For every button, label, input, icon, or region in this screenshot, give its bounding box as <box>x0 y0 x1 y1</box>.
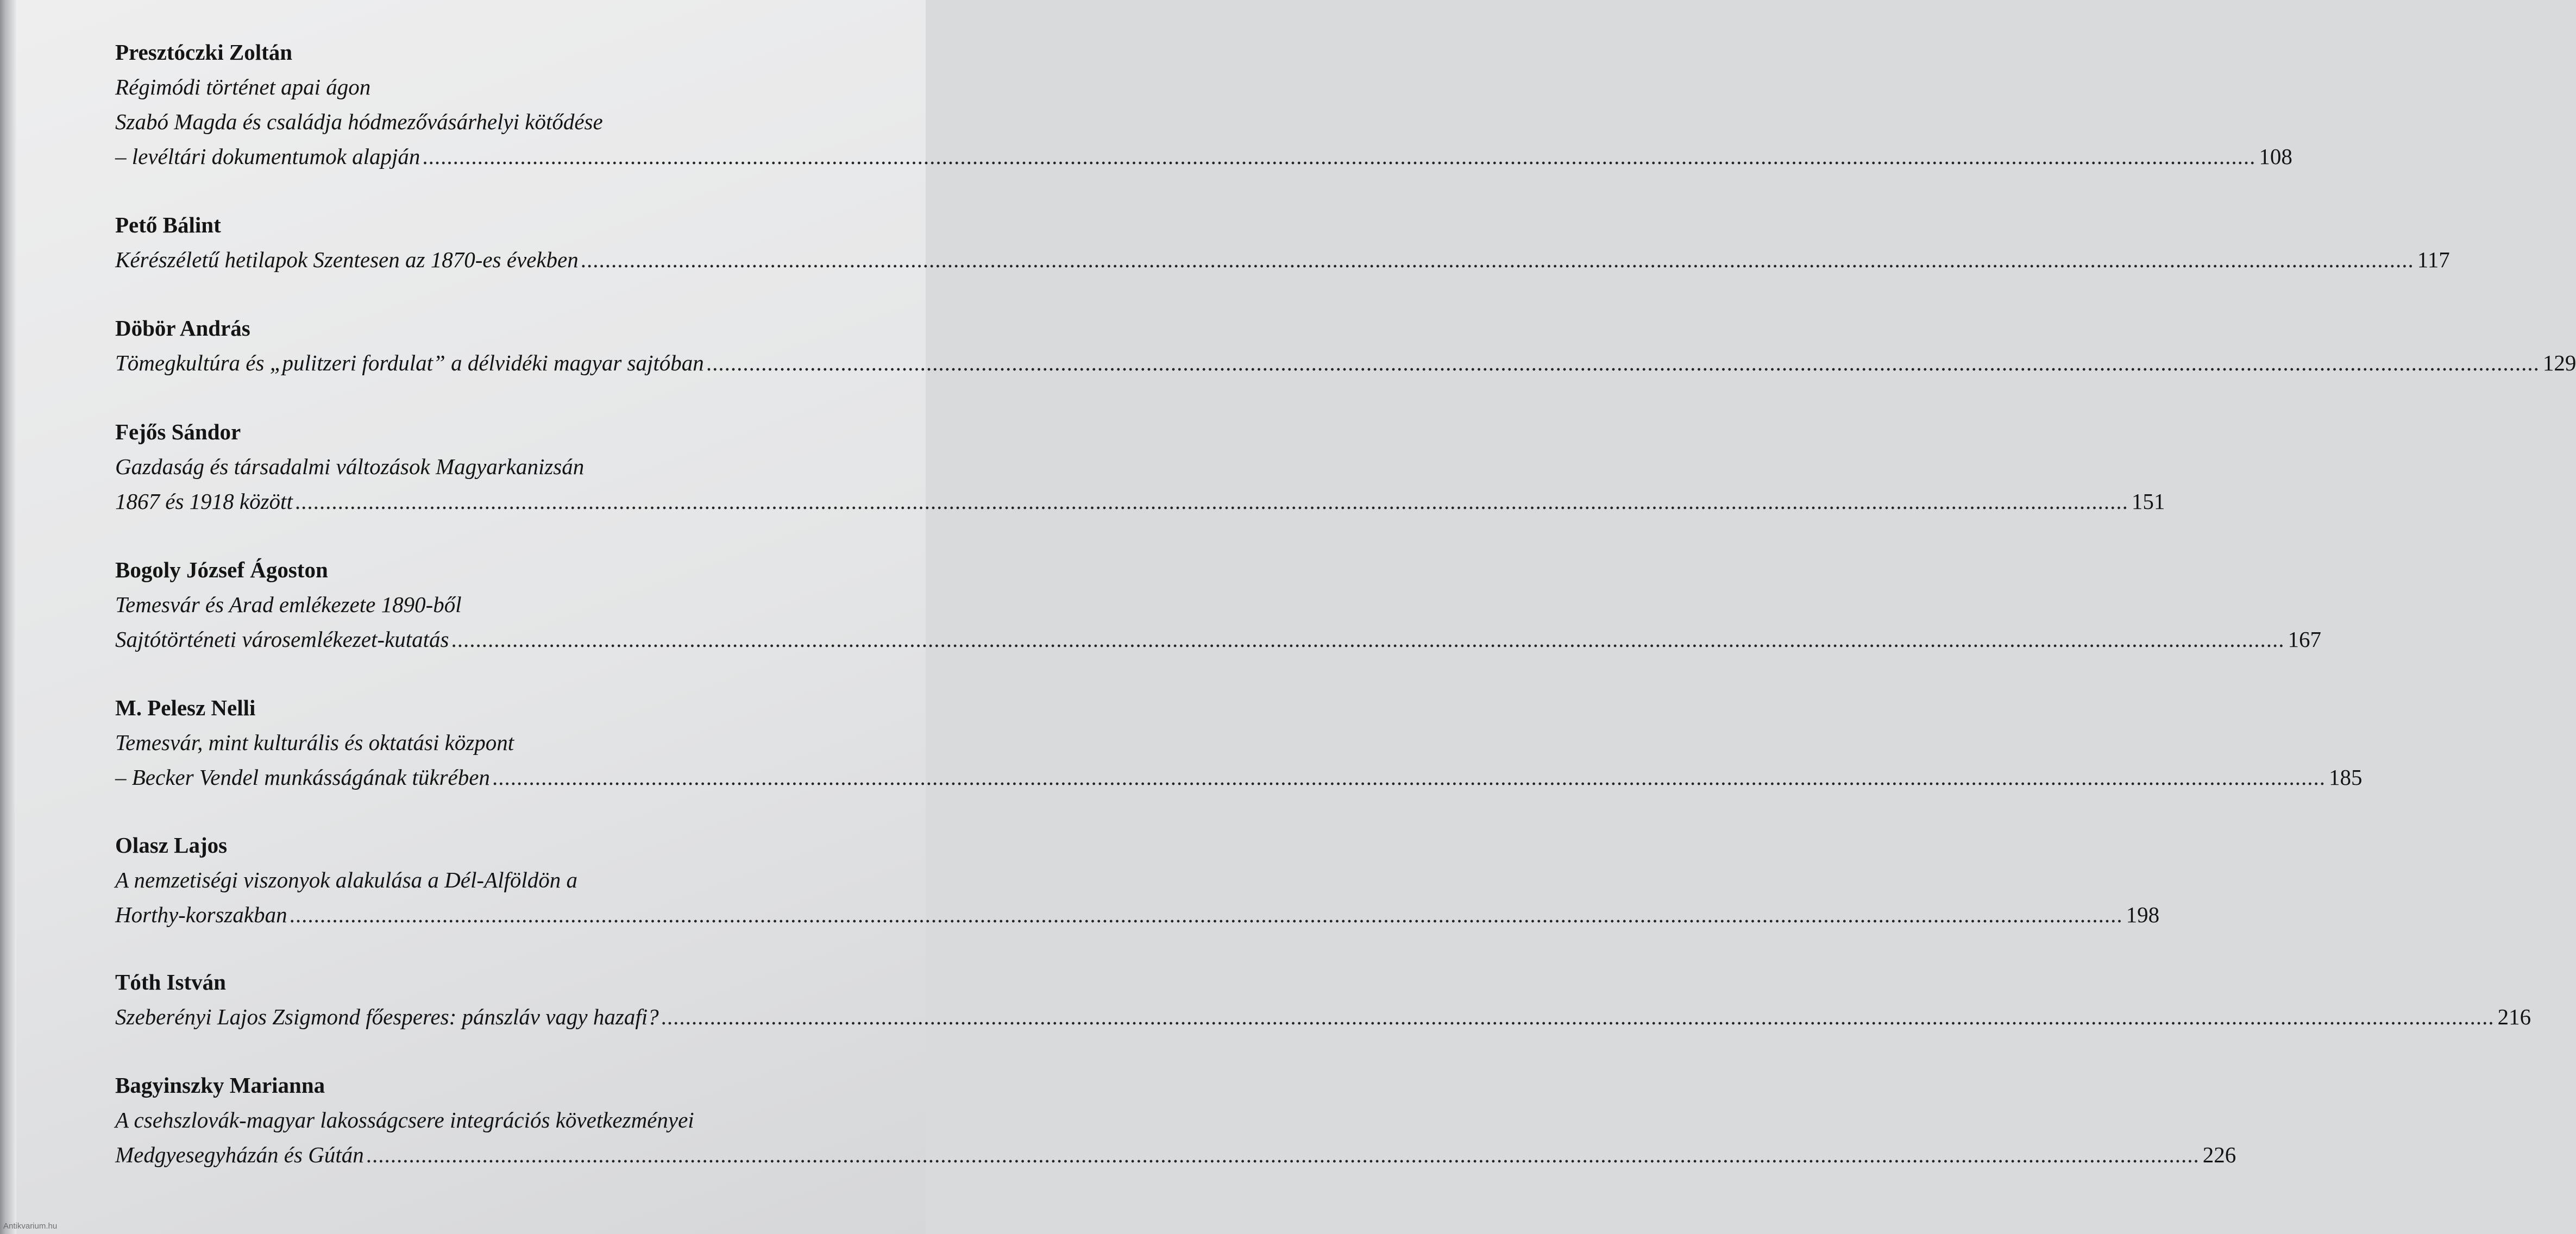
toc-entry <box>115 552 2321 657</box>
page-number: 108 <box>2259 144 2292 169</box>
page-number: 198 <box>2126 902 2160 927</box>
toc-entry <box>115 1068 2236 1172</box>
toc-entry <box>115 35 2292 174</box>
entry-title-line: Szabó Magda és családja hódmezővásárhelyi kötődése <box>115 109 603 134</box>
entry-title-line: Gazdaság és társadalmi változások Magyarkanizsán <box>115 454 585 479</box>
entry-title-text: Szeberényi Lajos Zsigmond főesperes: pánszláv vagy hazafi? <box>115 1004 659 1029</box>
entry-title-text: Sajtótörténeti városemlékezet-kutatás <box>115 627 449 652</box>
dot-leader: ............................................................................................................................................................................................................................................................................................................ <box>580 247 2414 272</box>
page-number: 226 <box>2202 1142 2236 1167</box>
entry-title-text: Tömegkultúra és „pulitzeri fordulat” a délvidéki magyar sajtóban <box>115 350 704 375</box>
entry-title-text: Medgyesegyházán és Gútán <box>115 1142 364 1167</box>
entry-author: Bagyinszky Marianna <box>115 1073 325 1098</box>
book-spine-edge <box>0 0 16 1234</box>
entry-title-line: A nemzetiségi viszonyok alakulása a Dél-Alföldön a <box>115 867 577 892</box>
toc-entry <box>115 311 2576 380</box>
entry-title-last-line <box>115 139 2292 174</box>
page-number: 117 <box>2417 247 2450 272</box>
dot-leader: ............................................................................................................................................................................................................................................................................................................ <box>706 350 2540 375</box>
toc-entry <box>115 414 2165 519</box>
page-number: 167 <box>2288 627 2321 652</box>
entry-author: Olasz Lajos <box>115 833 228 858</box>
entry-title-line: A csehszlovák-magyar lakosságcsere integrációs következményei <box>115 1107 694 1132</box>
dot-leader: ............................................................................................................................................................................................................................................................................................................ <box>492 765 2326 790</box>
entry-author: Bogoly József Ágoston <box>115 557 328 582</box>
toc-entry <box>115 207 2450 277</box>
toc-entry <box>115 690 2363 795</box>
entry-title-line: Temesvár, mint kulturális és oktatási központ <box>115 730 514 755</box>
entry-title-last-line <box>115 760 2363 795</box>
dot-leader: ............................................................................................................................................................................................................................................................................................................ <box>366 1142 2200 1167</box>
entry-author: Döbör András <box>115 316 250 341</box>
dot-leader: ............................................................................................................................................................................................................................................................................................................ <box>294 489 2128 514</box>
page-number: 216 <box>2497 1004 2531 1029</box>
entry-title-last-line <box>115 484 2165 519</box>
entry-author: Tóth István <box>115 969 226 994</box>
entry-title-text: – levéltári dokumentumok alapján <box>115 144 420 169</box>
entry-author: Pető Bálint <box>115 212 221 237</box>
entry-author: M. Pelesz Nelli <box>115 695 256 720</box>
dot-leader: ............................................................................................................................................................................................................................................................................................................ <box>661 1004 2495 1029</box>
watermark-text: Antikvarium.hu <box>3 1222 58 1231</box>
entry-title-line: Temesvár és Arad emlékezete 1890-ből <box>115 592 462 617</box>
entry-title-text: – Becker Vendel munkásságának tükrében <box>115 765 490 790</box>
page-number: 129 <box>2542 350 2576 375</box>
page-number: 151 <box>2131 489 2165 514</box>
entry-title-text: Horthy-korszakban <box>115 902 287 927</box>
toc-entry <box>115 828 2160 932</box>
entry-title-text: Kérészéletű hetilapok Szentesen az 1870-es években <box>115 247 579 272</box>
entry-title-text: 1867 és 1918 között <box>115 489 293 514</box>
entry-title-last-line <box>115 622 2321 657</box>
dot-leader: ............................................................................................................................................................................................................................................................................................................ <box>451 627 2285 652</box>
entry-title-last-line <box>115 242 2450 277</box>
dot-leader: ............................................................................................................................................................................................................................................................................................................ <box>422 144 2256 169</box>
page-number: 185 <box>2328 765 2363 790</box>
entry-title-last-line <box>115 345 2576 380</box>
entry-title-last-line <box>115 999 2531 1034</box>
entry-author: Presztóczki Zoltán <box>115 40 293 65</box>
entry-title-last-line <box>115 897 2160 932</box>
entry-title-line: Régimódi történet apai ágon <box>115 74 371 99</box>
entry-title-last-line <box>115 1137 2236 1172</box>
dot-leader: ............................................................................................................................................................................................................................................................................................................ <box>289 902 2123 927</box>
toc-entry <box>115 965 2531 1034</box>
entry-author: Fejős Sándor <box>115 419 241 444</box>
